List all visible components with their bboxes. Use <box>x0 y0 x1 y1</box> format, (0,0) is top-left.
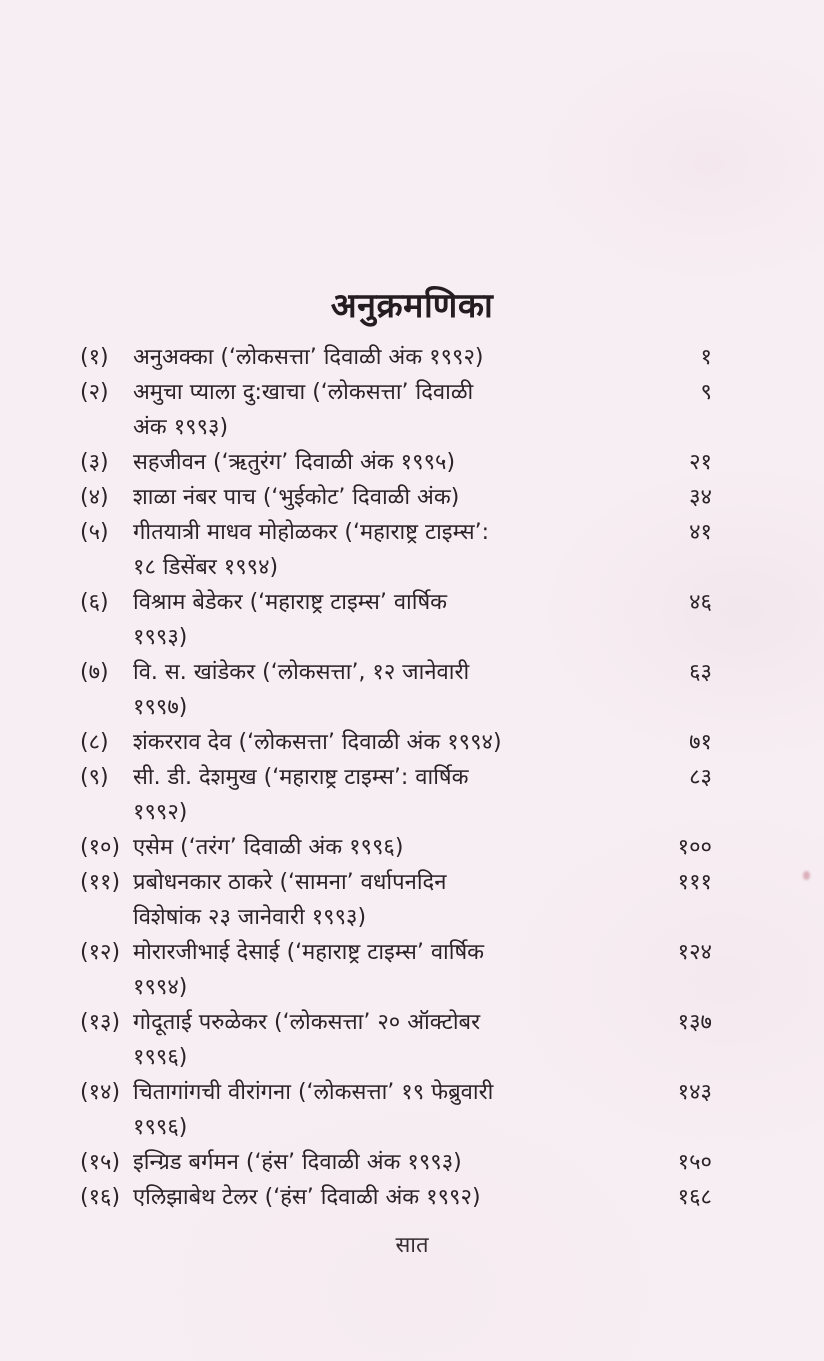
entry-title-line: चितागांगची वीरांगना (‘लोकसत्ता’ १९ फेब्रुवारी <box>133 1080 494 1105</box>
entry-title <box>133 445 603 480</box>
entry-number: (९) <box>80 765 109 790</box>
entry-title <box>133 340 603 375</box>
entry-page-number: ३४ <box>689 485 712 510</box>
entry-title-line: १९९६) <box>133 1115 188 1140</box>
entry-number: (१३) <box>80 1010 121 1035</box>
entry-title-line: १९९६) <box>133 1045 188 1070</box>
toc-entry <box>80 760 712 830</box>
entry-number: (१५) <box>80 1150 121 1175</box>
entry-title <box>133 830 603 865</box>
entry-page-number: १०० <box>677 835 712 860</box>
page-number-footer: सात <box>395 1233 429 1258</box>
entry-page-number: १२४ <box>677 940 712 965</box>
entry-page-number: १५० <box>677 1150 712 1175</box>
entry-title-line: १८ डिसेंबर १९९४) <box>133 555 279 580</box>
entry-title-line: सी. डी. देशमुख (‘महाराष्ट्र टाइम्स’: वार्षिक <box>133 765 469 790</box>
entry-title-line: १९९३) <box>133 625 188 650</box>
entry-title <box>133 1075 603 1145</box>
entry-title <box>133 865 603 935</box>
entry-title <box>133 725 603 760</box>
entry-page-number: १६८ <box>677 1185 712 1210</box>
entry-number: (१४) <box>80 1080 121 1105</box>
entry-title-line: १९९२) <box>133 800 188 825</box>
entry-title-line: प्रबोधनकार ठाकरे (‘सामना’ वर्धापनदिन <box>133 870 447 895</box>
toc-entry <box>80 1075 712 1145</box>
entry-title <box>133 1180 603 1215</box>
entry-title <box>133 760 603 830</box>
entry-title-line: १९९७) <box>133 695 188 720</box>
entry-title <box>133 585 603 655</box>
entry-page-number: ८३ <box>689 765 712 790</box>
entry-number: (१) <box>80 345 109 370</box>
toc-entry <box>80 935 712 1005</box>
entry-title-line: १९९४) <box>133 975 188 1000</box>
entry-page-number: ९ <box>700 380 712 405</box>
toc-entry <box>80 1005 712 1075</box>
entry-page-number: २१ <box>689 450 712 475</box>
entry-title-line: इन्ग्रिड बर्गमन (‘हंस’ दिवाळी अंक १९९३) <box>133 1150 462 1175</box>
entry-number: (२) <box>80 380 109 405</box>
entry-page-number: १११ <box>677 870 712 895</box>
scan-speck <box>803 871 810 880</box>
entry-title-line: वि. स. खांडेकर (‘लोकसत्ता’, १२ जानेवारी <box>133 660 470 685</box>
entry-page-number: १ <box>700 345 712 370</box>
toc-entry <box>80 515 712 585</box>
entry-number: (१०) <box>80 835 121 860</box>
entry-title-line: अंक १९९३) <box>133 415 229 440</box>
entry-title-line: एसेम (‘तरंग’ दिवाळी अंक १९९६) <box>133 835 404 860</box>
entry-title <box>133 375 603 445</box>
entry-page-number: १४३ <box>677 1080 712 1105</box>
entry-title <box>133 480 603 515</box>
entry-number: (१२) <box>80 940 121 965</box>
toc-entry <box>80 655 712 725</box>
entry-title <box>133 935 603 1005</box>
entry-title-line: शाळा नंबर पाच (‘भुईकोट’ दिवाळी अंक) <box>133 485 460 510</box>
entry-title <box>133 1145 603 1180</box>
entry-title <box>133 1005 603 1075</box>
entry-title <box>133 655 603 725</box>
entry-title-line: मोरारजीभाई देसाई (‘महाराष्ट्र टाइम्स’ वार्षिक <box>133 940 485 965</box>
entry-number: (११) <box>80 870 121 895</box>
entry-page-number: ४६ <box>689 590 712 615</box>
entry-page-number: ७१ <box>689 730 712 755</box>
entry-title-line: गीतयात्री माधव मोहोळकर (‘महाराष्ट्र टाइम्स’: <box>133 520 490 545</box>
toc-entry <box>80 830 712 865</box>
entry-number: (४) <box>80 485 109 510</box>
entry-title-line: विश्राम बेडेकर (‘महाराष्ट्र टाइम्स’ वार्षिक <box>133 590 448 615</box>
entry-number: (७) <box>80 660 109 685</box>
toc-entry <box>80 445 712 480</box>
entry-title-line: विशेषांक २३ जानेवारी १९९३) <box>133 905 367 930</box>
toc-entry <box>80 1180 712 1215</box>
entry-title-line: एलिझाबेथ टेलर (‘हंस’ दिवाळी अंक १९९२) <box>133 1185 481 1210</box>
entry-title-line: सहजीवन (‘ऋतुरंग’ दिवाळी अंक १९९५) <box>133 450 456 475</box>
toc-list <box>80 340 712 1215</box>
entry-title-line: शंकरराव देव (‘लोकसत्ता’ दिवाळी अंक १९९४) <box>133 730 502 755</box>
toc-entry <box>80 480 712 515</box>
entry-page-number: १३७ <box>677 1010 712 1035</box>
entry-title <box>133 515 603 585</box>
toc-entry <box>80 340 712 375</box>
toc-entry <box>80 585 712 655</box>
entry-page-number: ४१ <box>689 520 712 545</box>
entry-number: (३) <box>80 450 109 475</box>
toc-entry <box>80 1145 712 1180</box>
entry-title-line: अनुअक्का (‘लोकसत्ता’ दिवाळी अंक १९९२) <box>133 345 484 370</box>
entry-title-line: गोदूताई परुळेकर (‘लोकसत्ता’ २० ऑक्टोबर <box>133 1010 481 1035</box>
toc-entry <box>80 725 712 760</box>
entry-page-number: ६३ <box>689 660 712 685</box>
page-title: अनुक्रमणिका <box>330 286 494 326</box>
toc-entry <box>80 375 712 445</box>
entry-number: (१६) <box>80 1185 121 1210</box>
entry-number: (६) <box>80 590 109 615</box>
toc-entry <box>80 865 712 935</box>
entry-number: (८) <box>80 730 109 755</box>
entry-title-line: अमुचा प्याला दु:खाचा (‘लोकसत्ता’ दिवाळी <box>133 380 474 405</box>
entry-number: (५) <box>80 520 109 545</box>
